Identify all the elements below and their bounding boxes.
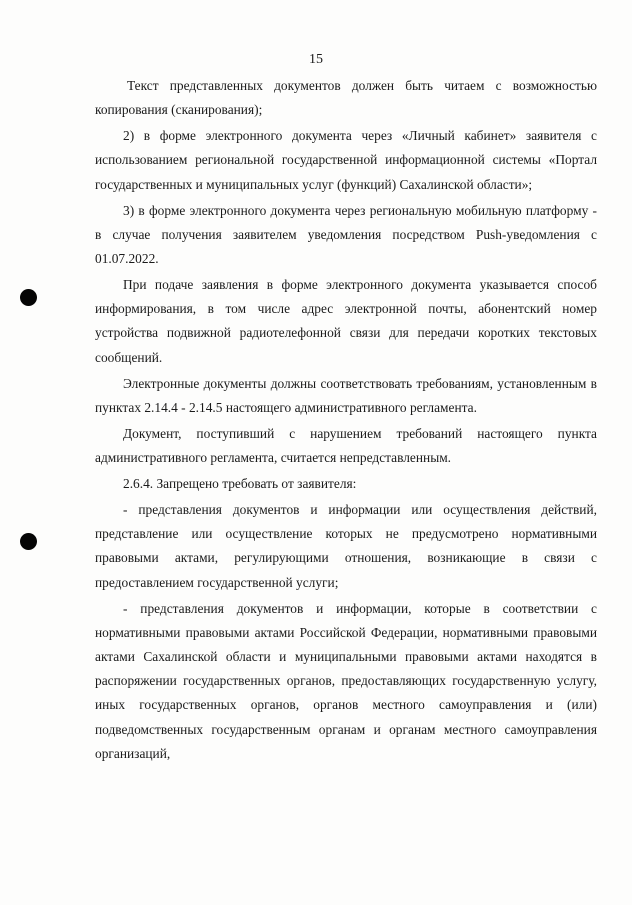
paragraph-personal-cabinet: 2) в форме электронного документа через «Личный кабинет» заявителя с использованием региональной государственной информационной системы «Портал государственных и муниципальных услуг (функций) Сахалинской области»;: [95, 128, 597, 192]
paragraph-mobile-platform: 3) в форме электронного документа через региональную мобильную платформу - в случае получения заявителем уведомления посредством Push-уведомления с 01.07.2022.: [95, 202, 597, 267]
binder-hole-icon: [20, 289, 37, 306]
paragraph-prohibited-item-2: - представления документов и информации, которые в соответствии с нормативными правовыми актами Российской Федерации, нормативными правовыми актами Сахалинской области и муниципальными правовыми актами находятся в распоряжении государственных органов, предоставляющих государственную услугу, иных государственных органов, органов местного самоуправления и (или) подведомственных государственным органам и органам местного самоуправления организаций,: [95, 600, 597, 761]
paragraph-notification-method: При подаче заявления в форме электронного документа указывается способ информирования, в том числе адрес электронной почты, абонентский номер устройства подвижной радиотелефонной связи для передачи коротких текстовых сообщений.: [95, 277, 597, 365]
binder-hole-icon: [20, 533, 37, 550]
paragraph-violation: Документ, поступивший с нарушением требований настоящего пункта административного регламента, считается непредставленным.: [95, 425, 597, 466]
page-number: 15: [309, 52, 323, 67]
paragraph-prohibited-heading: 2.6.4. Запрещено требовать от заявителя:: [123, 476, 357, 492]
paragraph-electronic-requirements: Электронные документы должны соответствовать требованиям, установленным в пунктах 2.14.4 - 2.14.5 настоящего административного регламента.: [95, 375, 597, 415]
document-body: [95, 74, 597, 768]
paragraph-scan-requirement: Текст представленных документов должен быть читаем с возможностью копирования (сканирования);: [95, 78, 597, 118]
paragraph-prohibited-item-1: - представления документов и информации или осуществления действий, представление или осуществление которых не предусмотрено нормативными правовыми актами, регулирующими отношения, возникающие в связи с предоставлением государственной услуги;: [95, 502, 597, 590]
